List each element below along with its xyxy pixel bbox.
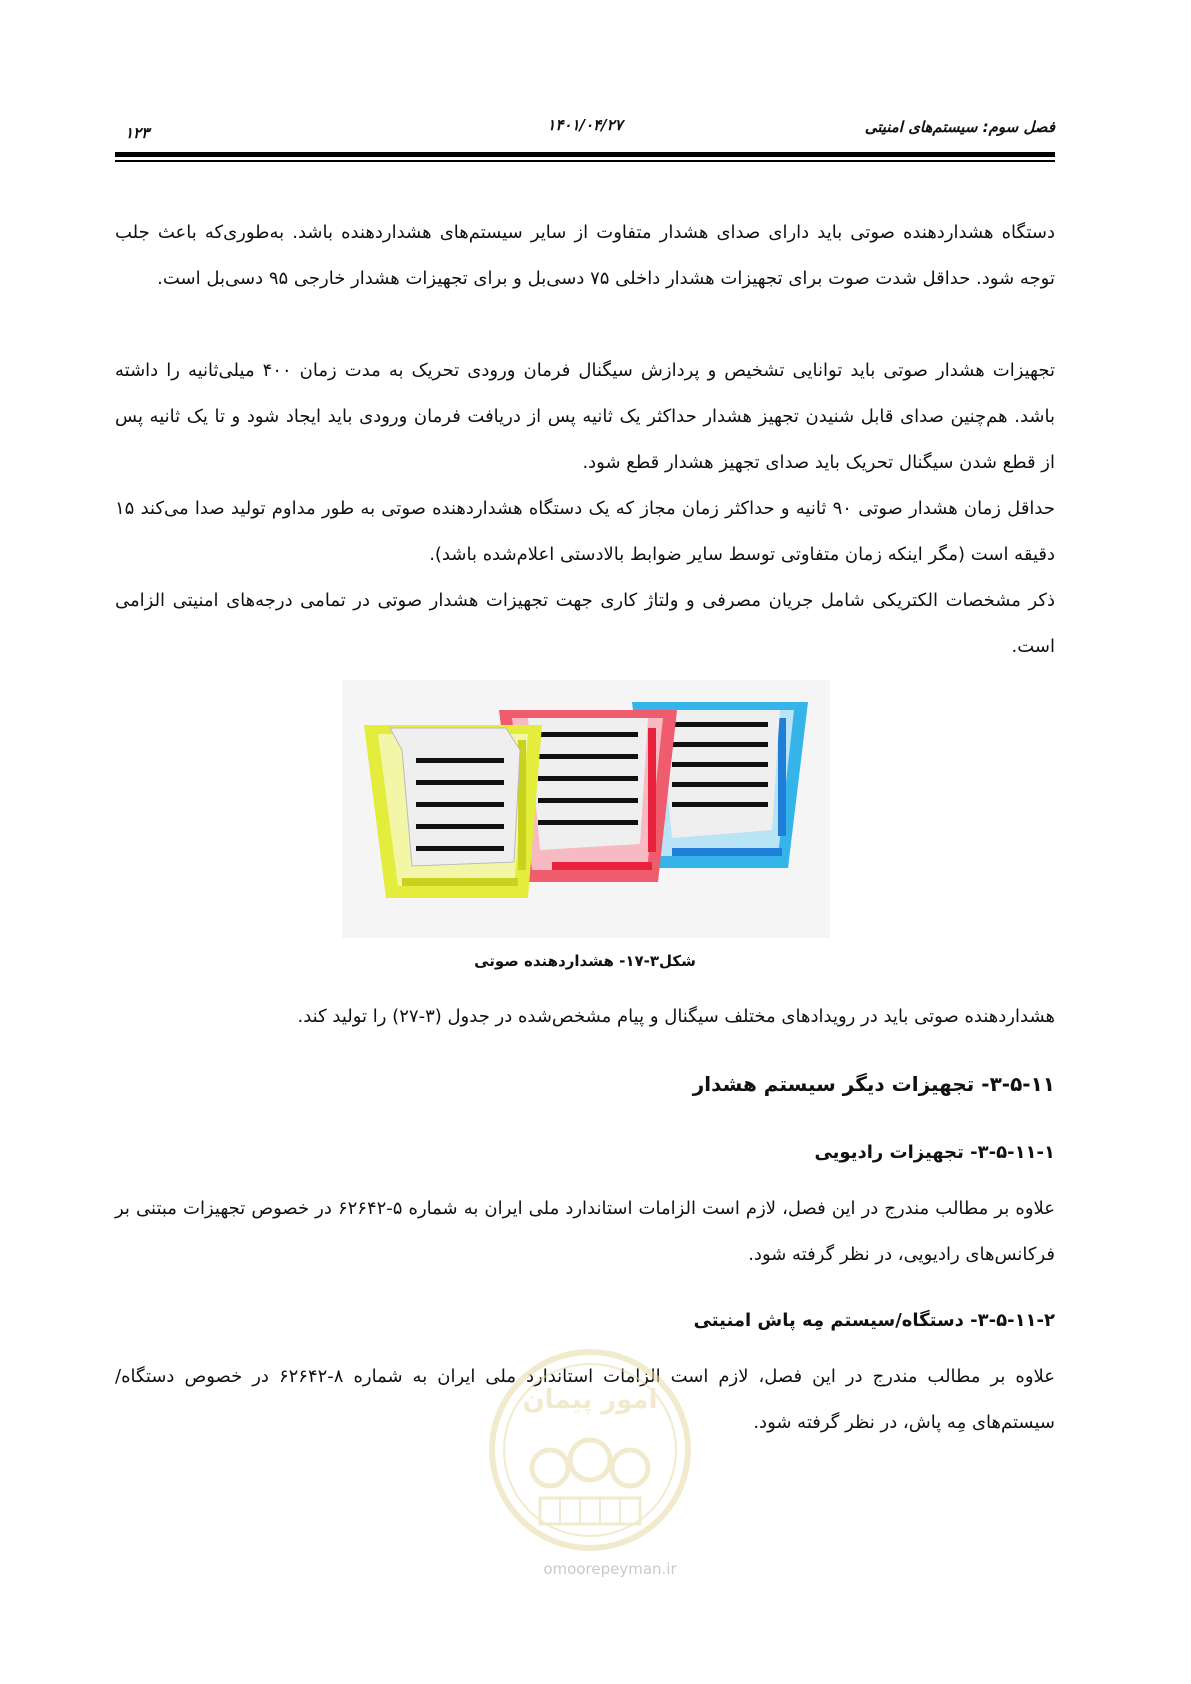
paragraph-radio-equipment: علاوه بر مطالب مندرج در این فصل، لازم است الزامات استاندارد ملی ایران به شماره ۵-۶۲۶۴۲ در خصوص تجهیزات مبتنی بر فرکانس‌های رادیویی، در نظر گرفته شود. <box>115 1198 1055 1265</box>
page-number: ۱۲۳ <box>125 124 150 142</box>
page-header <box>115 112 1055 142</box>
section-heading: ۳-۵-۱۱- تجهیزات دیگر سیستم هشدار <box>692 1072 1055 1096</box>
paragraph-sound-level: دستگاه هشداردهنده صوتی باید دارای صدای هشدار متفاوت از سایر سیستم‌های هشداردهنده باشد. به‌طوری‌که باعث جلب توجه شود. حداقل شدت صوت برای تجهیزات هشدار داخلی ۷۵ دسی‌بل و برای تجهیزات هشدار خارجی ۹۵ دسی‌بل است. <box>115 222 1055 289</box>
paragraph-signals-table-ref: هشداردهنده صوتی باید در رویدادهای مختلف سیگنال و پیام مشخص‌شده در جدول (۳-۲۷) را تولید کند. <box>297 1006 1055 1027</box>
header-rule-thick <box>115 152 1055 157</box>
watermark-logo <box>480 1330 700 1580</box>
paragraph-alarm-duration: حداقل زمان هشدار صوتی ۹۰ ثانیه و حداکثر زمان مجاز که یک دستگاه هشداردهنده صوتی به طور مداوم تولید صدا می‌کند ۱۵ دقیقه است (مگر اینکه زمان متفاوتی توسط سایر ضوابط بالادستی اعلام‌شده باشد). <box>115 498 1055 565</box>
watermark-site: omoorepeyman.ir <box>543 1560 677 1578</box>
subsection-radio-heading: ۳-۵-۱۱-۱- تجهیزات رادیویی <box>814 1142 1055 1163</box>
paragraph-signal-processing: تجهیزات هشدار صوتی باید توانایی تشخیص و پردازش سیگنال فرمان ورودی تحریک به مدت زمان ۴۰۰ میلی‌ثانیه را داشته باشد. هم‌چنین صدای قابل شنیدن تجهیز هشدار حداکثر یک ثانیه پس از دریافت فرمان ورودی باید ایجاد شود و تا یک ثانیه پس از قطع شدن سیگنال تحریک باید صدای تجهیز هشدار قطع شود. <box>115 360 1055 473</box>
yellow-folder-icon <box>364 725 542 898</box>
svg-text:امور پیمان: امور پیمان <box>522 1385 658 1415</box>
chapter-title: فصل سوم: سیستم‌های امنیتی <box>864 118 1055 136</box>
figure-caption: شکل۳-۱۷- هشداردهنده صوتی <box>474 952 696 970</box>
paragraph-electrical-specs: ذکر مشخصات الکتریکی شامل جریان مصرفی و ولتاژ کاری جهت تجهیزات هشدار صوتی در تمامی درجه‌های امنیتی الزامی است. <box>115 590 1055 657</box>
audible-alarm-figure <box>342 680 830 938</box>
header-date: ۱۴۰۱/۰۴/۲۷ <box>547 116 623 134</box>
header-rule-thin <box>115 160 1055 162</box>
paragraph-fog-system: علاوه بر مطالب مندرج در این فصل، لازم است الزامات استاندارد ملی ایران به شماره ۸-۶۲۶۴۲ در خصوص دستگاه/سیستم‌های مِه پاش، در نظر گرفته شود. <box>115 1366 1055 1433</box>
subsection-fog-heading: ۳-۵-۱۱-۲- دستگاه/سیستم مِه پاش امنیتی <box>693 1310 1055 1331</box>
